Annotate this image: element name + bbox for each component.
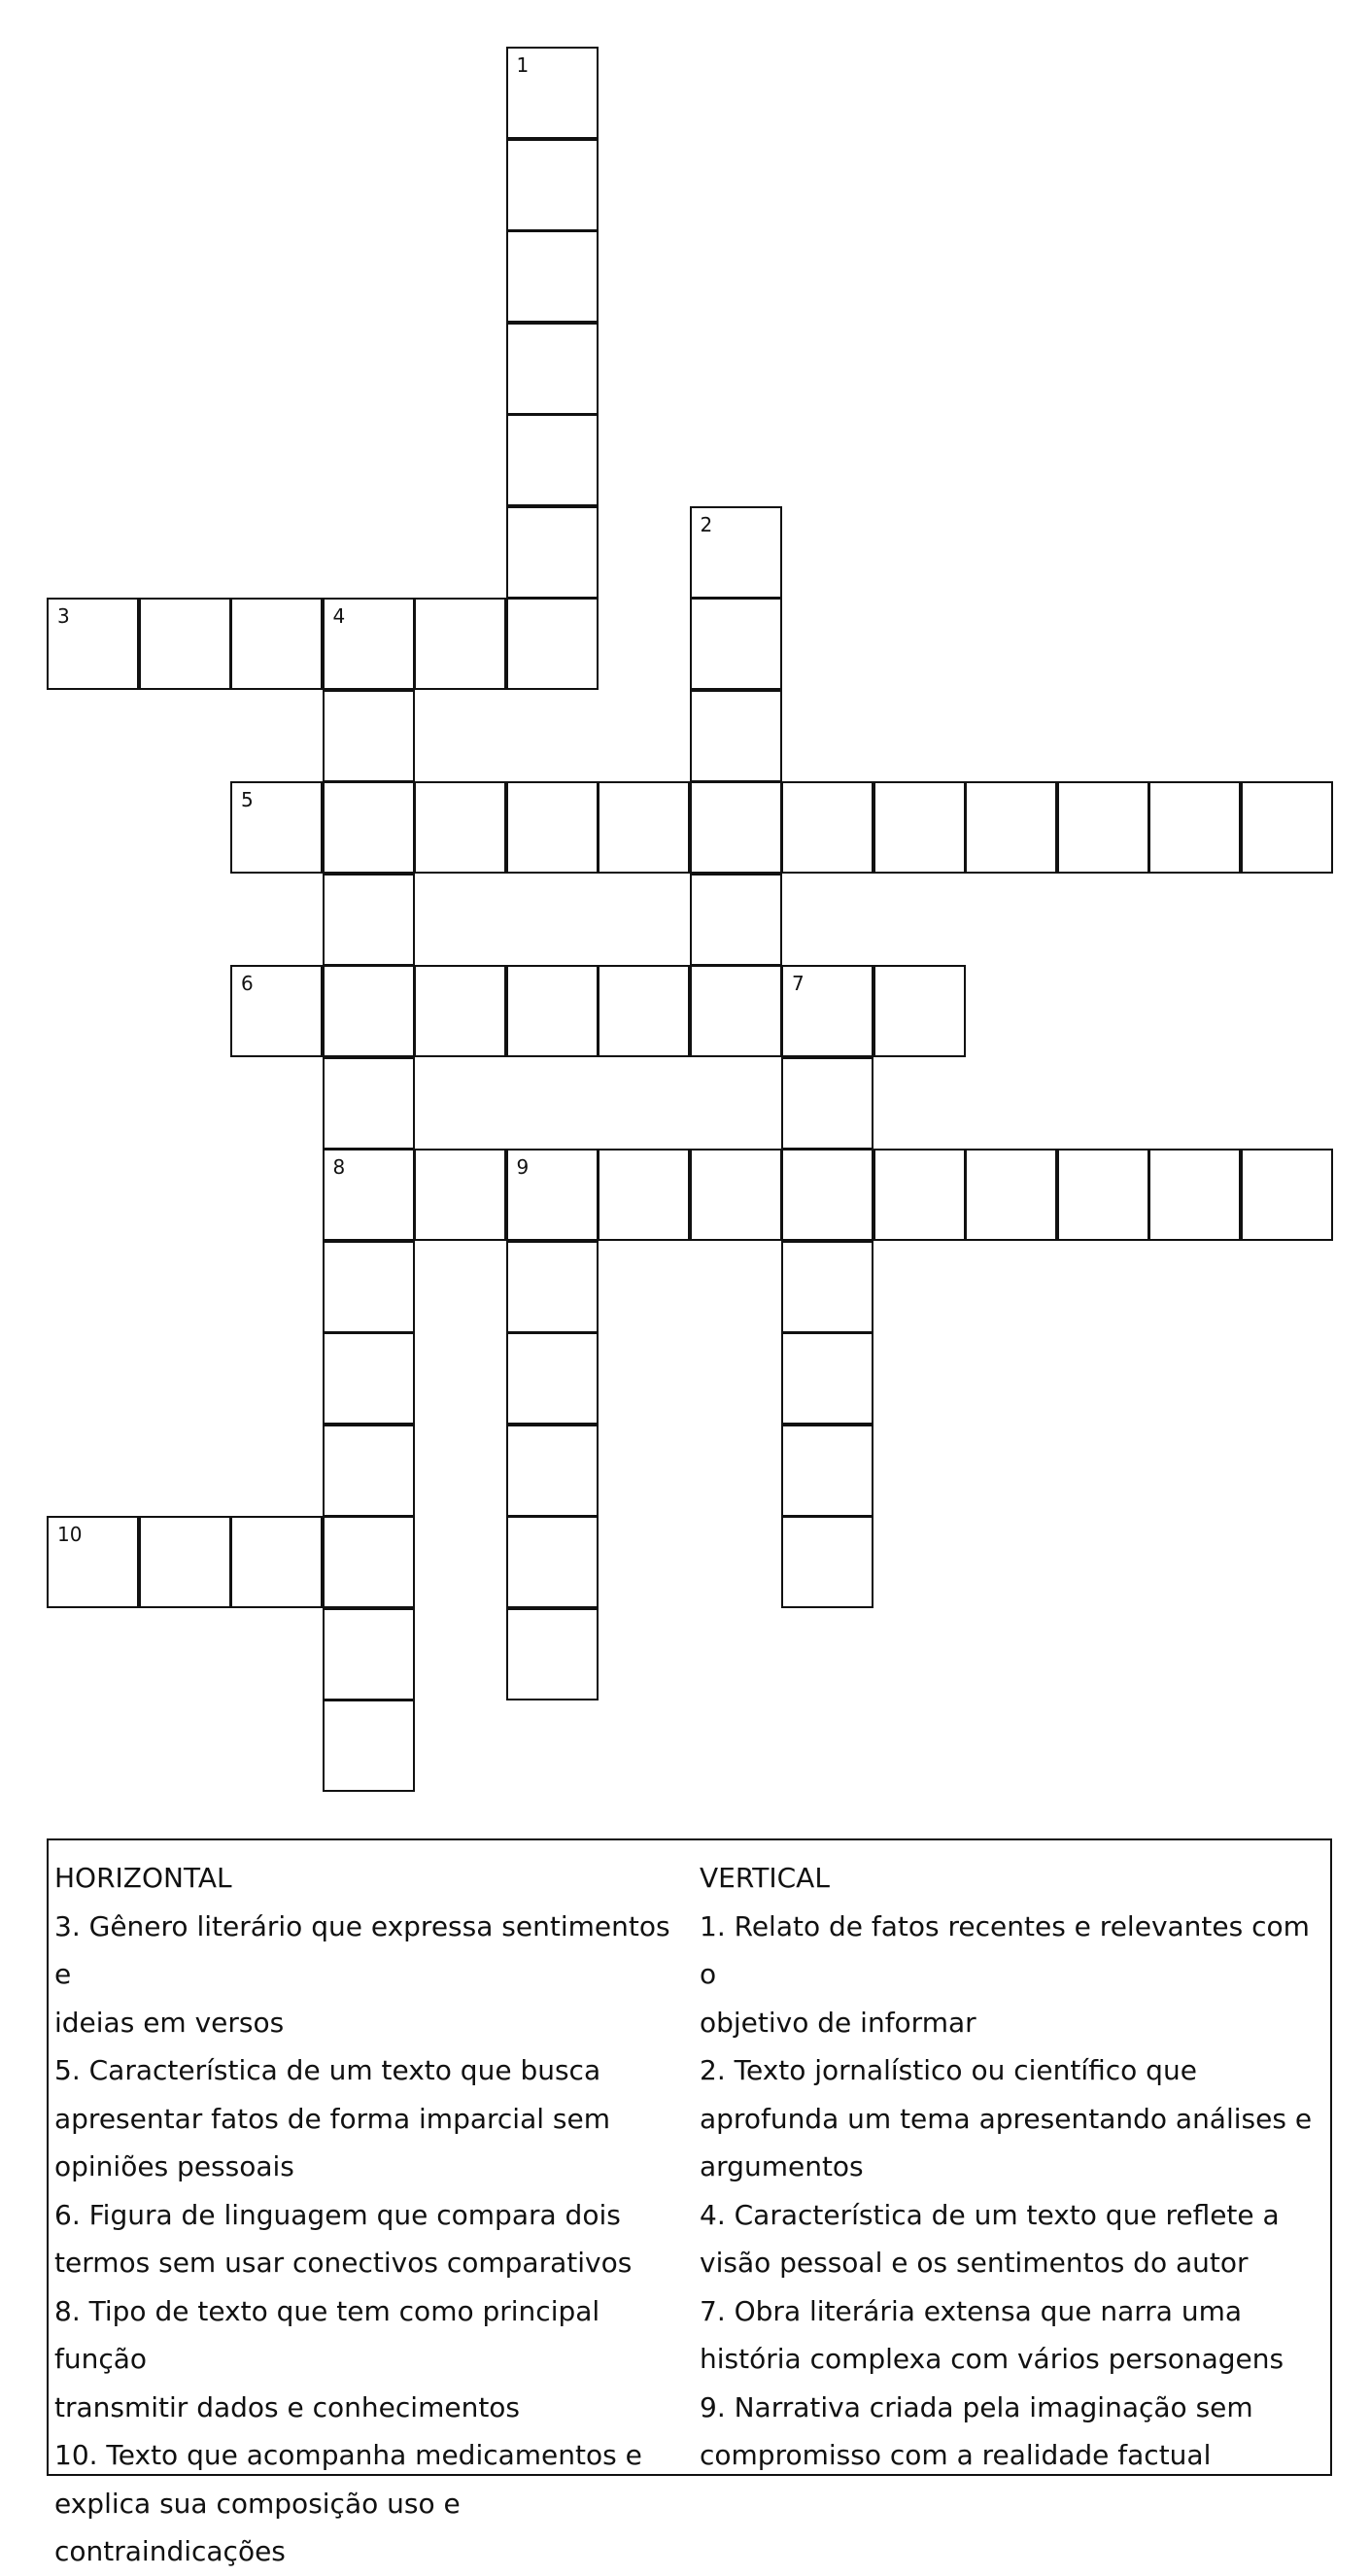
crossword-cell[interactable] bbox=[1241, 781, 1333, 874]
horizontal-clue-line: apresentar fatos de forma imparcial sem bbox=[54, 2102, 611, 2135]
vertical-clue-line: 7. Obra literária extensa que narra uma bbox=[700, 2294, 1243, 2327]
vertical-clue-line: aprofunda um tema apresentando análises e bbox=[700, 2102, 1313, 2135]
crossword-cell[interactable] bbox=[690, 598, 782, 690]
vertical-heading: VERTICAL bbox=[700, 1862, 830, 1894]
crossword-cell[interactable] bbox=[139, 1516, 231, 1608]
crossword-cell[interactable] bbox=[873, 781, 966, 874]
crossword-cell[interactable] bbox=[781, 1332, 873, 1425]
horizontal-clue-line: termos sem usar conectivos comparativos bbox=[54, 2247, 633, 2279]
clue-number: 4 bbox=[332, 604, 346, 628]
crossword-cell[interactable] bbox=[230, 598, 323, 690]
horizontal-clue-line: 8. Tipo de texto que tem como principal função bbox=[54, 2294, 600, 2375]
crossword-cell[interactable] bbox=[598, 965, 690, 1057]
crossword-cell[interactable] bbox=[781, 965, 873, 1057]
vertical-clues bbox=[700, 1854, 1321, 2480]
crossword-cell[interactable] bbox=[1148, 781, 1241, 874]
crossword-cell[interactable] bbox=[506, 1425, 599, 1517]
horizontal-clue-line: 6. Figura de linguagem que compara dois bbox=[54, 2198, 621, 2231]
crossword-cell[interactable] bbox=[965, 1149, 1057, 1241]
clue-number: 10 bbox=[57, 1523, 83, 1546]
vertical-clue-line: visão pessoal e os sentimentos do autor bbox=[700, 2247, 1249, 2279]
crossword-cell[interactable] bbox=[690, 965, 782, 1057]
crossword-cell[interactable] bbox=[323, 1425, 415, 1517]
crossword-cell[interactable] bbox=[781, 1057, 873, 1150]
clue-number: 5 bbox=[241, 788, 254, 811]
crossword-cell[interactable] bbox=[506, 506, 599, 599]
crossword-cell[interactable] bbox=[873, 1149, 966, 1241]
clue-number: 8 bbox=[332, 1155, 346, 1179]
horizontal-clue-line: ideias em versos bbox=[54, 2006, 285, 2039]
crossword-cell[interactable] bbox=[230, 781, 323, 874]
crossword-cell[interactable] bbox=[506, 1149, 599, 1241]
horizontal-clue-line: 10. Texto que acompanha medicamentos e bbox=[54, 2439, 642, 2471]
crossword-cell[interactable] bbox=[506, 47, 599, 139]
crossword-cell[interactable] bbox=[1148, 1149, 1241, 1241]
crossword-cell[interactable] bbox=[47, 1516, 139, 1608]
crossword-cell[interactable] bbox=[506, 1608, 599, 1700]
clue-number: 6 bbox=[241, 972, 254, 995]
horizontal-clue-line: explica sua composição uso e contraindicações bbox=[54, 2487, 461, 2567]
crossword-cell[interactable] bbox=[506, 781, 599, 874]
crossword-cell[interactable] bbox=[690, 506, 782, 599]
crossword-cell[interactable] bbox=[781, 1516, 873, 1608]
horizontal-heading: HORIZONTAL bbox=[54, 1862, 232, 1894]
crossword-cell[interactable] bbox=[323, 1516, 415, 1608]
crossword-cell[interactable] bbox=[323, 1057, 415, 1150]
crossword-cell[interactable] bbox=[506, 323, 599, 415]
crossword-cell[interactable] bbox=[506, 1516, 599, 1608]
horizontal-clue-line: 3. Gênero literário que expressa sentimentos e bbox=[54, 1909, 670, 1990]
crossword-cell[interactable] bbox=[1057, 1149, 1149, 1241]
crossword-cell[interactable] bbox=[781, 1149, 873, 1241]
crossword-cell[interactable] bbox=[781, 781, 873, 874]
crossword-cell[interactable] bbox=[139, 598, 231, 690]
crossword-cell[interactable] bbox=[414, 598, 506, 690]
crossword-cell[interactable] bbox=[323, 1608, 415, 1700]
crossword-cell[interactable] bbox=[781, 1241, 873, 1333]
crossword-cell[interactable] bbox=[506, 230, 599, 323]
vertical-clue-line: 9. Narrativa criada pela imaginação sem bbox=[700, 2390, 1253, 2423]
crossword-cell[interactable] bbox=[323, 1149, 415, 1241]
horizontal-clue-line: transmitir dados e conhecimentos bbox=[54, 2390, 521, 2423]
vertical-clue-line: história complexa com vários personagens bbox=[700, 2343, 1284, 2375]
vertical-clue-line: 2. Texto jornalístico ou científico que bbox=[700, 2054, 1197, 2086]
crossword-cell[interactable] bbox=[323, 598, 415, 690]
crossword-cell[interactable] bbox=[323, 781, 415, 874]
crossword-cell[interactable] bbox=[506, 1241, 599, 1333]
crossword-cell[interactable] bbox=[873, 965, 966, 1057]
horizontal-clues bbox=[54, 1854, 676, 2576]
vertical-clue-line: argumentos bbox=[700, 2150, 864, 2182]
crossword-cell[interactable] bbox=[323, 1700, 415, 1792]
crossword-cell[interactable] bbox=[323, 1241, 415, 1333]
crossword-cell[interactable] bbox=[414, 1149, 506, 1241]
crossword-cell[interactable] bbox=[47, 598, 139, 690]
vertical-clue-line: 1. Relato de fatos recentes e relevantes com o bbox=[700, 1909, 1310, 1990]
crossword-cell[interactable] bbox=[323, 965, 415, 1057]
crossword-cell[interactable] bbox=[598, 781, 690, 874]
clue-number: 7 bbox=[792, 972, 805, 995]
vertical-clue-line: compromisso com a realidade factual bbox=[700, 2439, 1212, 2471]
vertical-clue-line: 4. Característica de um texto que reflete a bbox=[700, 2198, 1280, 2231]
crossword-cell[interactable] bbox=[690, 781, 782, 874]
crossword-cell[interactable] bbox=[965, 781, 1057, 874]
clue-number: 9 bbox=[516, 1155, 530, 1179]
crossword-cell[interactable] bbox=[1057, 781, 1149, 874]
crossword-cell[interactable] bbox=[230, 965, 323, 1057]
crossword-cell[interactable] bbox=[690, 1149, 782, 1241]
crossword-cell[interactable] bbox=[414, 965, 506, 1057]
crossword-cell[interactable] bbox=[506, 139, 599, 231]
horizontal-clue-line: 5. Característica de um texto que busca bbox=[54, 2054, 601, 2086]
crossword-cell[interactable] bbox=[506, 598, 599, 690]
crossword-cell[interactable] bbox=[414, 781, 506, 874]
crossword-cell[interactable] bbox=[506, 414, 599, 506]
vertical-clue-line: objetivo de informar bbox=[700, 2006, 976, 2039]
crossword-cell[interactable] bbox=[781, 1425, 873, 1517]
crossword-cell[interactable] bbox=[323, 874, 415, 966]
crossword-cell[interactable] bbox=[323, 690, 415, 782]
crossword-cell[interactable] bbox=[690, 874, 782, 966]
crossword-cell[interactable] bbox=[506, 965, 599, 1057]
clues-panel bbox=[47, 1838, 1332, 2567]
crossword-cell[interactable] bbox=[690, 690, 782, 782]
clue-number: 2 bbox=[700, 512, 713, 536]
crossword-cell[interactable] bbox=[598, 1149, 690, 1241]
crossword-cell[interactable] bbox=[506, 1332, 599, 1425]
horizontal-clue-line: opiniões pessoais bbox=[54, 2150, 294, 2182]
crossword-cell[interactable] bbox=[323, 1332, 415, 1425]
crossword-cell[interactable] bbox=[1241, 1149, 1333, 1241]
crossword-cell[interactable] bbox=[230, 1516, 323, 1608]
clue-number: 3 bbox=[57, 604, 70, 628]
clue-number: 1 bbox=[516, 53, 530, 77]
